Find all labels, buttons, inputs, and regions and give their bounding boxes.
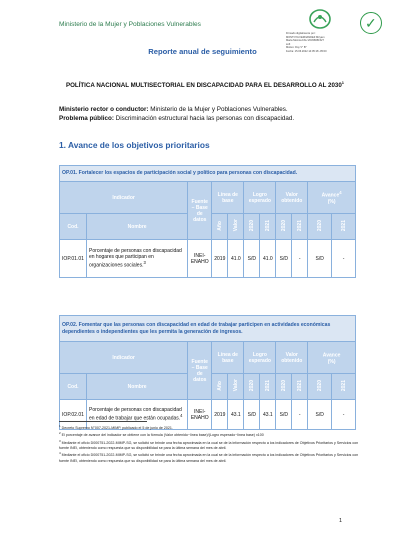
problem-label: Problema público:: [59, 115, 114, 122]
col-year: [308, 214, 332, 240]
row-obtenido-2020: S/D: [276, 400, 292, 430]
signature-line: Firmado digitalmente por:: [286, 32, 316, 35]
col-cod: Cod.: [60, 374, 87, 400]
table-row: [60, 240, 356, 278]
row-avance-2020: S/D: [308, 240, 332, 278]
footnote: [59, 451, 359, 464]
row-fuente: INEI-ENAHO: [188, 400, 212, 430]
report-title: Reporte anual de seguimiento: [148, 47, 257, 56]
verified-check-icon: ✓: [360, 12, 382, 34]
avance-label: Avance: [321, 192, 340, 199]
col-indicador: Indicador: [60, 182, 188, 214]
footnote-list: [59, 424, 359, 464]
footnote-number: 4: [59, 451, 61, 456]
col-avance: [308, 342, 356, 374]
rector-line: [59, 106, 288, 113]
objective-text: OP.01. Fortalecer los espacios de participación social y político para personas con discapacidad.: [60, 166, 356, 182]
col-anio: [212, 214, 228, 240]
policy-title: [40, 79, 370, 90]
row-anio: 2019: [212, 400, 228, 430]
signature-logo-icon: [307, 8, 333, 30]
col-fuente: Fuente – Base de datos: [188, 182, 212, 240]
row-valor: 43.1: [228, 400, 244, 430]
col-year: [292, 374, 308, 400]
row-anio: 2019: [212, 240, 228, 278]
signature-line: Fecha: 15.06.2022 14:05:18 -05:00: [286, 49, 327, 53]
footnote-number: 1: [59, 424, 61, 428]
year-label: 2020: [248, 219, 255, 232]
col-linea-base: Línea de base: [212, 342, 244, 374]
col-year: [260, 214, 276, 240]
footnote: [59, 431, 359, 438]
footnote-text: Mediante el oficio D000751-2022-MIMP-SG, se solicitó se brinde una fecha aproximada en la cual se de la información respecto a los indicadores de Objetivos Prioritarios y Servicios con fuente INEI, obteniendo como respuesta que su disponibilidad se para la última semana del mes de abril.: [59, 453, 359, 463]
anio-label: Año: [216, 220, 223, 231]
row-fuente: INEI-ENAHO: [188, 240, 212, 278]
ministry-name: Ministerio de la Mujer y Poblaciones Vulnerables: [59, 21, 201, 28]
footnote-text: Mediante el oficio D000751-2022-MIMP-SG, se solicitó se brinde una fecha aproximada en la cual se de la información respecto a los indicadores de Objetivos Prioritarios y Servicios con fuente INEI, obteniendo como respuesta que su disponibilidad se para la última semana del mes de abril.: [59, 440, 359, 451]
anio-label: Año: [216, 380, 223, 391]
year-label: 2020: [280, 219, 287, 232]
year-label: 2021: [296, 379, 303, 392]
policy-footnote-ref: 1: [341, 80, 345, 85]
footnote-number: 3: [59, 438, 61, 443]
row-obtenido-2021: -: [292, 400, 308, 430]
objective-table-1: [59, 165, 356, 278]
page-number: 1: [339, 518, 343, 524]
col-anio: [212, 374, 228, 400]
footnote: [59, 439, 359, 452]
avance-unit: (%): [327, 198, 336, 205]
section-heading: 1. Avance de los objetivos prioritarios: [59, 140, 210, 150]
col-year: [276, 374, 292, 400]
signature-line: Motivo: Doy V° B°: [286, 46, 307, 50]
col-year: [308, 374, 332, 400]
footnote-divider: [59, 421, 147, 422]
year-label: 2020: [280, 379, 287, 392]
row-logro-2020: S/D: [244, 240, 260, 278]
row-valor: 41.0: [228, 240, 244, 278]
col-nombre: Nombre: [86, 214, 187, 240]
col-fuente: Fuente – Base de datos: [188, 342, 212, 400]
problem-value: Discriminación estructural hacia las personas con discapacidad.: [113, 115, 295, 122]
objective-row: [60, 316, 356, 342]
row-obtenido-2020: S/D: [276, 240, 292, 278]
year-label: 2021: [340, 219, 347, 232]
col-year: [244, 374, 260, 400]
valor-label: Valor: [232, 219, 239, 232]
footnotes: [59, 421, 359, 464]
avance-unit: (%): [327, 358, 336, 365]
col-year: [260, 374, 276, 400]
footnote-text: El porcentaje de avance del indicador se obtiene con la fórmula (Valor obtenido−línea base)/(Logro esperado−línea base) x100: [61, 433, 264, 438]
row-cod: IOP.01.01: [60, 240, 87, 278]
header-row: [60, 342, 356, 374]
col-year: [244, 214, 260, 240]
signature-line: soft: [286, 42, 291, 46]
col-valor: [228, 214, 244, 240]
footnote-number: 2: [59, 431, 61, 436]
year-label: 2021: [340, 379, 347, 392]
row-avance-2020: S/D: [308, 400, 332, 430]
row-nombre-text: Porcentaje de personas con discapacidad en edad de trabajar que están ocupadas.: [88, 406, 182, 422]
col-logro: Logro esperado: [244, 342, 276, 374]
footnote: [59, 424, 359, 431]
objective-text: OP.02. Fomentar que las personas con discapacidad en edad de trabajar participen en actividades económicas dependientes o independientes que les permita la generación de ingresos.: [60, 316, 356, 342]
signature-line: Maria Monica FAU 20336951527: [286, 39, 324, 43]
col-year: [332, 214, 356, 240]
col-linea-base: Línea de base: [212, 182, 244, 214]
year-label: 2021: [264, 219, 271, 232]
policy-title-text: POLÍTICA NACIONAL MULTISECTORIAL EN DISCAPACIDAD PARA EL DESARROLLO AL 2030: [65, 82, 342, 90]
avance-label: Avance: [322, 352, 341, 359]
row-obtenido-2021: -: [292, 240, 308, 278]
row-avance-2021: -: [332, 240, 356, 278]
col-cod: Cod.: [60, 214, 87, 240]
year-label: 2021: [264, 379, 271, 392]
row-nombre-note: 3: [143, 260, 146, 266]
row-nombre: [86, 240, 187, 278]
row-avance-2021: -: [332, 400, 356, 430]
row-logro-2020: S/D: [244, 400, 260, 430]
year-label: 2021: [296, 219, 303, 232]
objective-row: [60, 166, 356, 182]
header-row: [60, 182, 356, 214]
row-logro-2021: 43.1: [260, 400, 276, 430]
valor-label: Valor: [232, 379, 239, 392]
footnote-text: Decreto Supremo N°007-2021-MIMP, publicado el 5 de junio de 2021.: [61, 426, 173, 431]
row-nombre-note: 4: [180, 413, 183, 419]
col-year: [292, 214, 308, 240]
year-label: 2020: [316, 219, 323, 232]
col-avance: [308, 182, 356, 214]
col-valor-obtenido: Valor obtenido: [276, 342, 308, 374]
row-cod: IOP.02.01: [60, 400, 87, 430]
problem-line: [59, 115, 294, 122]
rector-label: Ministerio rector o conductor:: [59, 106, 149, 113]
year-label: 2020: [248, 379, 255, 392]
row-nombre-text: Porcentaje de personas con discapacidad en hogares que participan en organizaciones sociales.: [88, 247, 182, 269]
objective-table-2: [59, 315, 356, 430]
col-logro: Logro esperado: [244, 182, 276, 214]
signature-line: MONTOYA FERNANDEZ Miryam: [286, 35, 325, 39]
col-year: [276, 214, 292, 240]
row-logro-2021: 41.0: [260, 240, 276, 278]
col-valor: [228, 374, 244, 400]
col-indicador: Indicador: [60, 342, 188, 374]
col-nombre: Nombre: [86, 374, 187, 400]
year-label: 2020: [316, 379, 323, 392]
col-valor-obtenido: Valor obtenido: [276, 182, 308, 214]
rector-value: Ministerio de la Mujer y Poblaciones Vulnerables.: [148, 106, 288, 113]
col-year: [332, 374, 356, 400]
avance-note: 4: [339, 190, 342, 196]
